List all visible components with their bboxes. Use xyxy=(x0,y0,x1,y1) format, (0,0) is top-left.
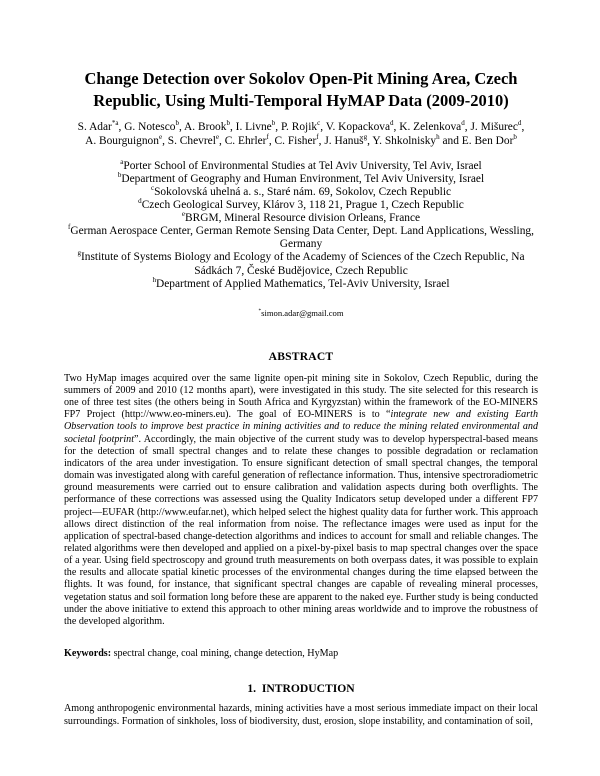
introduction-paragraph: Among anthropogenic environmental hazards, mining activities have a most serious immediate impact on their local surroundings. Formation of sinkholes, loss of biodiversity, dust, erosion, slope instability, and contamination of soil, xyxy=(64,703,538,728)
authors-line-2: A. Bourguignon$^e$, S. Chevrel$^e$, C. Ehrler$^f$, C. Fisher$^f$, J. Hanuš$^g$, Y. Shkolnisky$^h$ and E. Ben Dor$^b$ xyxy=(85,132,517,147)
authors-block xyxy=(64,121,538,149)
affiliation-item-a: $^a$Porter School of Environmental Studies at Tel Aviv University, Tel Aviv, Israel xyxy=(120,157,482,172)
affiliation-item-e: $^e$BRGM, Mineral Resource division Orleans, France xyxy=(181,210,421,225)
keywords-line: Keywords: spectral change, coal mining, change detection, HyMap xyxy=(64,648,339,660)
paper-title: Change Detection over Sokolov Open-Pit Mining Area, Czech Republic, Using Multi-Temporal HyMAP Data (2009-2010) xyxy=(84,69,518,110)
affiliation-item-h: $^h$Department of Applied Mathematics, Tel-Aviv University, Israel xyxy=(152,275,450,290)
affiliation-item-f: $^f$German Aerospace Center, German Remote Sensing Data Center, Dept. Land Applications, Wessling, Germany xyxy=(68,223,534,251)
corresponding-author-email: *simon.adar@gmail.com xyxy=(258,307,344,318)
authors-line-1: S. Adar$^{*a}$, G. Notesco$^b$, A. Brook$^b$, I. Livne$^b$, P. Rojik$^c$, V. Kopackova$^d$, K. Zelenkova$^d$, J. Mišurec$^d$, xyxy=(77,119,525,133)
affiliation-item-c: $^c$Sokolovská uhelná a. s., Staré nám. 69, Sokolov, Czech Republic xyxy=(150,184,452,198)
abstract-paragraph: Two HyMap images acquired over the same lignite open-pit mining site in Sokolov, Czech Republic, during the summers of 2009 and 2010 (12 months apart), were investigated in this study. The site selected for this research is one of three test sites (the others being in South Africa and Kyrgyzstan) within the framework of the EO-MINERS FP7 Project (http://www.eo-miners.eu). The goal of EO-MINERS is to “integrate new and existing Earth Observation tools to improve best practice in mining activities and to reduce the mining related environmental and societal footprint”. Accordingly, the main objective of the current study was to develop hyperspectral-based means for the detection of small spectral changes and to relate these changes to possible degradation or reclamation indicators of the area under investigation. To ensure significant detection of small spectral changes, the temporal domain was investigated along with careful generation of reflectance information. Thus, intensive spectroradiometric ground measurements were carried out to ensure calibration and validation aspects during both overflights. The performance of these corrections was assessed using the Quality Indicators setup developed under a different FP7 project—EUFAR (http://www.eufar.net), which helped select the highest quality data for further work. This approach allows direct distinction of the real information from noise. The reflectance images were used as input for the application of spectral-based change-detection algorithms and indices to account for small and reliable changes. The related algorithms were then developed and applied on a pixel-by-pixel basis to map spectral changes over the space of a year. Using field spectroscopy and ground truth measurements on both overpass dates, it was possible to explain the results and allocate spatial kinetic processes of the environmental changes during the time elapsed between the flights. It was found, for instance, that significant spectral changes are capable of revealing mineral processes, vegetation status and soil formation long before these are apparent to the naked eye. Further study is being conducted under the above initiative to extend this approach to other mining areas worldwide and to improve the robustness of the developed algorithm. xyxy=(64,372,538,627)
affiliation-item-d: $^d$Czech Geological Survey, Klárov 3, 118 21, Prague 1, Czech Republic xyxy=(138,197,464,212)
section-heading-introduction: 1. INTRODUCTION xyxy=(247,682,355,696)
affiliations-block xyxy=(64,157,538,291)
abstract-heading: ABSTRACT xyxy=(268,349,334,363)
affiliation-item-g: $^g$Institute of Systems Biology and Ecology of the Academy of Sciences of the Czech Republic, Na Sádkách 7, České Budějovice, Czech Republic xyxy=(77,249,525,277)
affiliation-item-b: $^b$Department of Geography and Human Environment, Tel Aviv University, Israel xyxy=(117,171,485,185)
